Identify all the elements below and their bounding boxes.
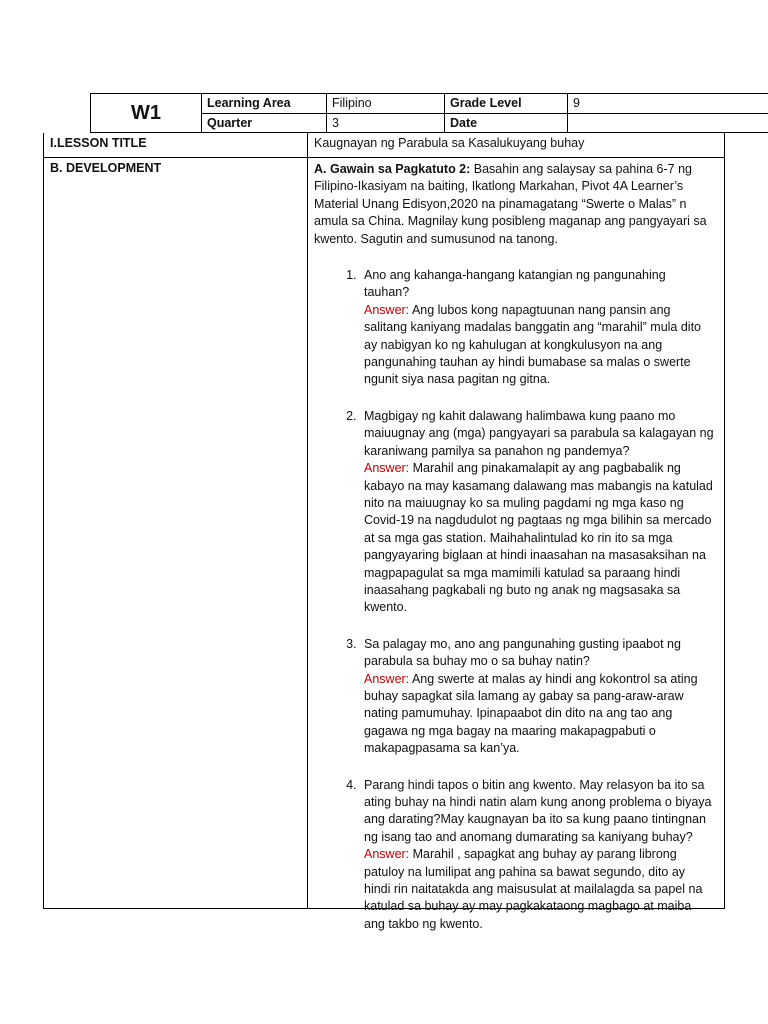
question-item [360,636,714,758]
development-content [314,161,714,952]
learning-area-value: Filipino [332,96,372,110]
answer-body: Ang lubos kong napagtuunan nang pansin ang salitang kaniyang madalas banggatin ang “marahil” mula dito ay nabigyan ko ng kahulugan at kongkulusyon na ang pangunahing tauhan ay hindi bumabase sa malas o swerte ngunit siya nasa pagitan ng gitna. [364,302,702,387]
quarter-label: Quarter [207,116,253,130]
answer-body: Marahil , sapagkat ang buhay ay parang librong patuloy na lumilipat ang pahina sa bawat segundo, dito ay hindi rin naitatakda ang maisusulat at mailalagda sa papel na katulad sa buhay ay may pagkakataong magbago at maiba ang takbo ng kwento. [364,847,703,931]
answer-label: Answer: [364,302,410,317]
activity-title: A. Gawain sa Pagkatuto 2: [314,162,471,176]
activity-intro [314,161,714,248]
date-label: Date [450,116,478,130]
row-divider [44,157,724,158]
answer-text [364,460,714,617]
activity-text: Basahin ang salaysay sa pahina 6-7 ng Filipino-Ikasiyam na baiting, Ikatlong Markahan, Pivot 4A Learner’s Material Unang Edisyon,2020 na pinamagatang “Swerte o Malas” n amula sa China. Magnilay kung posibleng maganap ang pangyayari sa kwento. Sagutin and sumusunod na tanong. [314,162,707,246]
answer-label: Answer: [364,461,410,476]
answer-text [364,302,714,389]
quarter-value: 3 [332,116,339,130]
question-item [360,408,714,617]
header-table [90,93,768,133]
lesson-table [43,133,725,931]
answer-label: Answer: [364,671,410,686]
question-text: 4. Parang hindi tapos o bitin ang kwento. May relasyon ba ito sa ating buhay na hindi natin alam kung anong problema o biyaya ang darating?May kaugnayan ba ito sa kung paano tintingnan ng isang tao and anomang dumarating sa kaniyang buhay? [364,777,712,844]
lesson-title-label: I.LESSON TITLE [50,136,147,150]
date-value [568,114,763,133]
column-divider [307,133,308,908]
development-label: B. DEVELOPMENT [50,161,162,175]
grade-level-value: 9 [573,96,580,110]
answer-body: Ang swerte at malas ay hindi ang kokontrol sa ating buhay sapagkat sila lamang ay gabay sa pang-araw-araw nating pamumuhay. Ipinapaabot din dito na ang tao ang gagawa ng mga bagay na maaring makapagpabuti o makapagpasama sa kan’ya. [364,671,698,756]
answer-label: Answer: [364,847,410,862]
question-list [314,267,714,933]
lesson-title-value: Kaugnayan ng Parabula sa Kasalukuyang buhay [314,136,585,150]
answer-text [364,846,714,933]
question-text: 3. Sa palagay mo, ano ang pangunahing gusting ipaabot ng parabula sa buhay mo o sa buhay natin? [364,636,681,669]
question-text: 1. Ano ang kahanga-hangang katangian ng pangunahing tauhan? [364,268,666,300]
question-text: 2. Magbigay ng kahit dalawang halimbawa kung paano mo maiuugnay ang (mga) pangyayari sa parabula sa kalagayan ng karaniwang pamilya sa panahon ng pandemya? [364,408,714,458]
question-item [360,267,714,389]
answer-text [364,671,714,758]
answer-body: Marahil ang pinakamalapit ay ang pagbabalik ng kabayo na may kasamang dalawang mas mabangis na katulad nito na maiuugnay ko sa muling pagdami ng mga kaso ng Covid-19 na nagdudulot ng pagtaas ng mga bilihin sa mercado at sa mga gas station. Maihahalintulad ko rin ito sa mga pangyayaring biglaan at hindi inaasahan na masasaksihan na magpapagulat sa mga mamimili katulad sa paraang hindi inaasahang pagkabali ng buto ng anak ng magsasaka sa kwento. [364,461,713,615]
learning-area-label: Learning Area [207,96,291,110]
grade-level-label: Grade Level [450,96,522,110]
week-code: W1 [131,102,161,124]
question-item [360,777,714,934]
